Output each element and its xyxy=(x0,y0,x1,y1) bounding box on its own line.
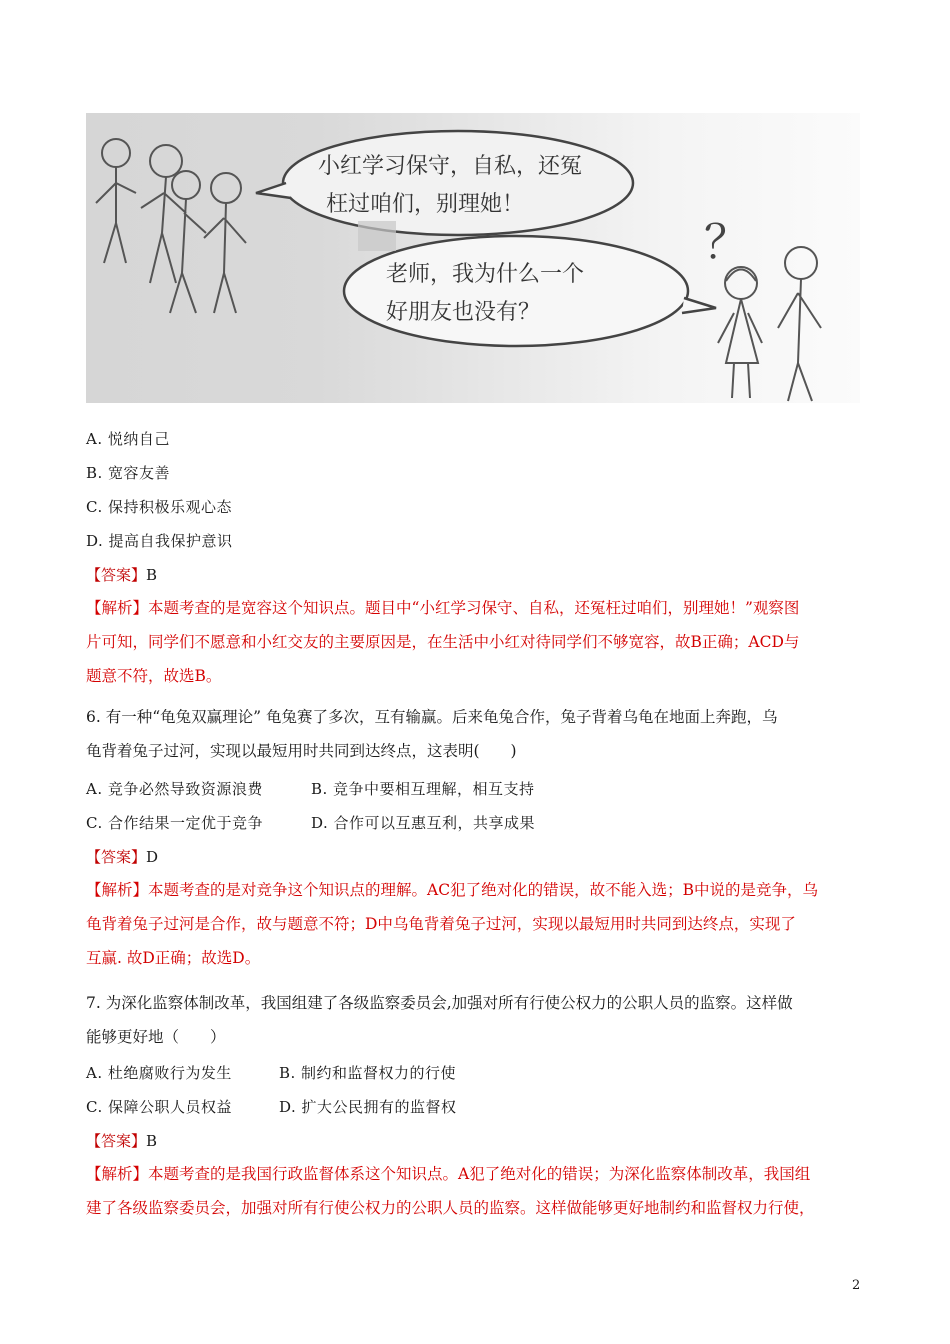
q7-analysis-line-2: 建了各级监察委员会，加强对所有行使公权力的公职人员的监察。这样做能够更好地制约和监督权力行使， xyxy=(86,1199,815,1217)
q5-option-d: D. 提高自我保护意识 xyxy=(86,532,233,550)
q7-analysis-text-1: 本题考查的是我国行政监督体系这个知识点。A犯了绝对化的错误；为深化监察体制改革，我国组 xyxy=(148,1165,811,1183)
bubble2-line1: 老师，我为什么一个 xyxy=(386,262,585,287)
q7-stem-line-2: 能够更好地（ ） xyxy=(86,1028,226,1046)
q6-answer-value: D xyxy=(146,848,159,866)
q6-option-c: C. 合作结果一定优于竞争 xyxy=(86,814,263,832)
speech-bubble-2 xyxy=(344,236,688,346)
q6-stem-line-2: 龟背着兔子过河，实现以最短用时共同到达终点，这表明( ) xyxy=(86,742,517,760)
q5-answer-label: 【答案】 xyxy=(86,566,147,584)
q5-analysis-line-3: 题意不符，故选B。 xyxy=(86,667,222,685)
q7-answer xyxy=(86,1131,157,1151)
q6-analysis-line-3: 互赢. 故D正确；故选D。 xyxy=(86,949,261,967)
page-number: 2 xyxy=(852,1278,861,1293)
cartoon-svg xyxy=(86,113,860,403)
q7-option-a: A. 杜绝腐败行为发生 xyxy=(86,1064,232,1082)
q7-analysis-label: 【解析】 xyxy=(86,1165,149,1183)
q5-analysis xyxy=(86,591,868,693)
q7-analysis-line-1 xyxy=(86,1157,868,1191)
q6-analysis-text-1: 本题考查的是对竞争这个知识点的理解。AC犯了绝对化的错误，故不能入选；B中说的是竞争，乌 xyxy=(148,881,818,899)
girl-and-teacher-drawing xyxy=(718,247,821,401)
q5-option-c: C. 保持积极乐观心态 xyxy=(86,498,232,516)
q6-option-d: D. 合作可以互惠互利，共享成果 xyxy=(311,814,536,832)
q7-stem xyxy=(86,986,868,1054)
speech-bubble-1 xyxy=(283,131,633,235)
q5-analysis-label: 【解析】 xyxy=(86,599,149,617)
q5-analysis-line-1 xyxy=(86,591,868,625)
bubble2-line2: 好朋友也没有？ xyxy=(386,300,541,325)
question-mark: ？ xyxy=(704,215,750,269)
q7-option-c: C. 保障公职人员权益 xyxy=(86,1098,232,1116)
q5-option-b: B. 宽容友善 xyxy=(86,464,171,482)
q7-stem-line-1: 7. 为深化监察体制改革，我国组建了各级监察委员会,加强对所有行使公权力的公职人员的监察。这样做 xyxy=(86,994,793,1012)
students-group-drawing xyxy=(96,139,246,313)
q7-option-b: B. 制约和监督权力的行使 xyxy=(279,1064,457,1082)
q6-stem-line-1: 6. 有一种“龟兔双赢理论” 龟兔赛了多次，互有输赢。后来龟兔合作，兔子背着乌龟在地面上奔跑，乌 xyxy=(86,708,778,726)
q5-analysis-text-1: 本题考查的是宽容这个知识点。题目中“小红学习保守、自私，还冤枉过咱们，别理她！”观察图 xyxy=(148,599,800,617)
bubble1-line1: 小红学习保守，自私，还冤 xyxy=(318,154,583,179)
q7-option-d: D. 扩大公民拥有的监督权 xyxy=(279,1098,457,1116)
q6-analysis-line-1 xyxy=(86,873,868,907)
cartoon-illustration xyxy=(86,113,860,403)
q6-option-a: A. 竞争必然导致资源浪费 xyxy=(86,780,263,798)
q7-answer-value: B xyxy=(146,1132,158,1150)
blurred-patch xyxy=(358,221,396,251)
q6-analysis-line-2: 龟背着兔子过河是合作，故与题意不符；D中乌龟背着兔子过河，实现以最短用时共同到达终点，实现了 xyxy=(86,915,796,933)
q6-option-b: B. 竞争中要相互理解，相互支持 xyxy=(311,780,535,798)
bubble1-line2: 枉过咱们，别理她！ xyxy=(326,192,525,217)
q7-answer-label: 【答案】 xyxy=(86,1132,147,1150)
q6-answer-label: 【答案】 xyxy=(86,848,147,866)
q6-answer xyxy=(86,847,158,867)
q6-stem xyxy=(86,700,868,768)
q5-answer xyxy=(86,565,157,585)
q6-analysis-label: 【解析】 xyxy=(86,881,149,899)
q6-analysis xyxy=(86,873,868,975)
q5-analysis-line-2: 片可知，同学们不愿意和小红交友的主要原因是，在生活中小红对待同学们不够宽容，故B正确；ACD与 xyxy=(86,633,800,651)
q5-option-a: A. 悦纳自己 xyxy=(86,430,170,448)
q5-answer-value: B xyxy=(146,566,158,584)
q7-analysis xyxy=(86,1157,868,1225)
